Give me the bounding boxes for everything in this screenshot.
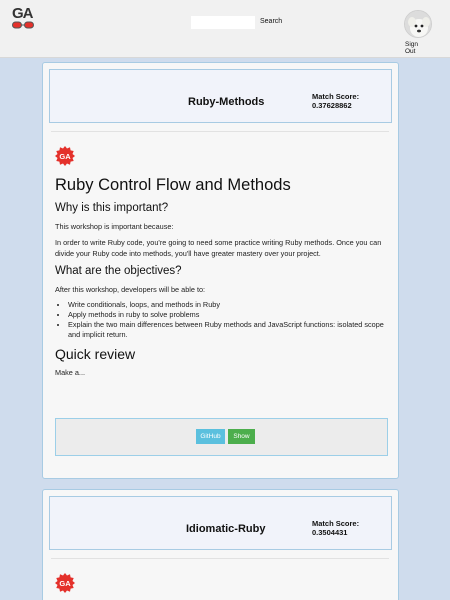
match-score-value: 0.37628862 xyxy=(312,101,352,110)
divider xyxy=(51,558,389,559)
user-avatar[interactable] xyxy=(404,10,432,38)
match-score xyxy=(312,92,359,110)
action-box xyxy=(55,418,388,456)
match-score-label: Match Score: xyxy=(312,92,360,101)
list-item: • Apply methods in ruby to solve problems xyxy=(68,310,391,320)
ga-badge-icon xyxy=(55,573,75,593)
why-text: In order to write Ruby code, you're going to need some practice writing Ruby methods. Once you can divide your Ruby code into methods, you'll have greater mastery over your project. xyxy=(55,238,382,258)
why-heading: Why is this important? xyxy=(55,202,169,214)
search-label: Search xyxy=(260,18,283,25)
search-input[interactable] xyxy=(191,16,255,29)
result-card xyxy=(42,489,399,600)
result-header xyxy=(49,496,392,550)
result-name[interactable]: Ruby-Methods xyxy=(188,96,265,108)
list-item: • Explain the two main differences between Ruby methods and JavaScript functions: isolated scope and implicit return. xyxy=(68,320,391,340)
review-text: Make a... xyxy=(55,368,86,377)
objectives-list xyxy=(68,300,391,340)
result-name[interactable]: Idiomatic-Ruby xyxy=(186,523,266,535)
objectives-intro: After this workshop, developers will be able to: xyxy=(55,285,206,294)
top-navbar xyxy=(0,0,450,58)
glasses-icon xyxy=(12,21,34,29)
objectives-heading: What are the objectives? xyxy=(55,265,182,277)
workshop-content xyxy=(55,175,391,383)
workshop-title: Ruby Control Flow and Methods xyxy=(55,176,291,194)
sign-out-line2: Out xyxy=(405,48,416,55)
match-score xyxy=(312,519,359,537)
sign-out-link[interactable] xyxy=(405,41,425,55)
svg-text:GA: GA xyxy=(59,579,71,588)
svg-text:GA: GA xyxy=(59,152,71,161)
result-header xyxy=(49,69,392,123)
dog-avatar-icon xyxy=(405,11,432,38)
ga-logo[interactable] xyxy=(12,6,36,32)
divider xyxy=(51,131,389,132)
ga-badge-icon xyxy=(55,146,75,166)
show-button[interactable]: Show xyxy=(228,429,255,444)
review-heading: Quick review xyxy=(55,346,136,362)
list-item: • Write conditionals, loops, and methods in Ruby xyxy=(68,300,391,310)
match-score-label: Match Score: xyxy=(312,519,360,528)
result-card xyxy=(42,62,399,479)
sign-out-line1: Sign xyxy=(405,41,419,48)
github-button[interactable]: GitHub xyxy=(196,429,225,444)
why-intro: This workshop is important because: xyxy=(55,222,174,231)
logo-text: GA xyxy=(12,5,33,22)
match-score-value: 0.3504431 xyxy=(312,528,348,537)
